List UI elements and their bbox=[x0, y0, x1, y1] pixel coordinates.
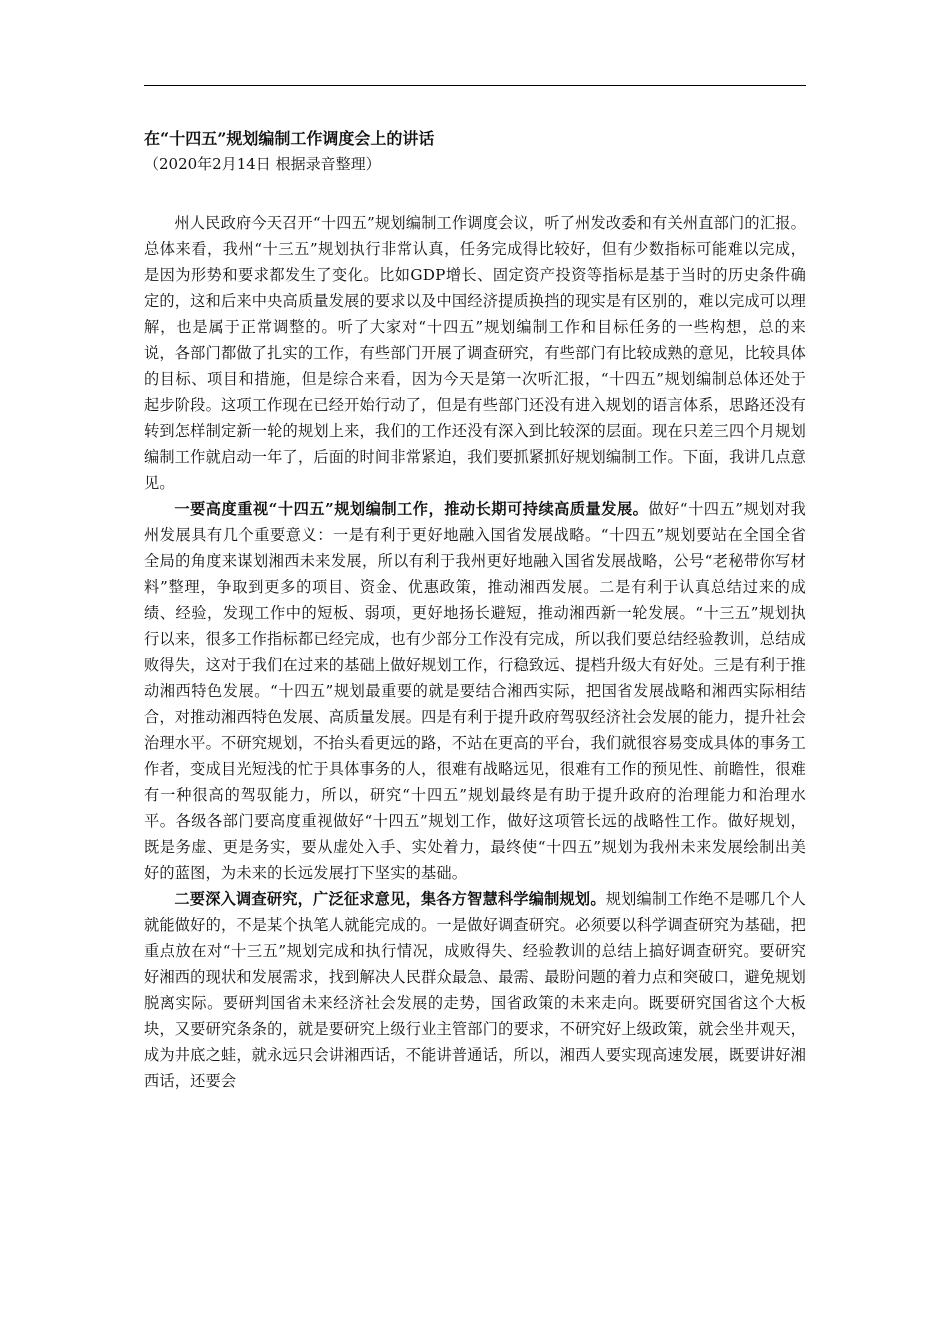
paragraph-section-1 bbox=[144, 496, 806, 886]
document-subtitle: （2020年2月14日 根据录音整理） bbox=[144, 155, 381, 173]
paragraph-intro-text: 州人民政府今天召开“十四五”规划编制工作调度会议，听了州发改委和有关州直部门的汇报。总体来看，我州“十三五”规划执行非常认真，任务完成得比较好，但有少数指标可能难以完成，是因为形势和要求都发生了变化。比如GDP增长、固定资产投资等指标是基于当时的历史条件确定的，这和后来中央高质量发展的要求以及中国经济提质换挡的现实是有区别的，难以完成可以理解，也是属于正常调整的。听了大家对“十四五”规划编制工作和目标任务的一些构想，总的来说，各部门都做了扎实的工作，有些部门开展了调查研究，有些部门有比较成熟的意见，比较具体的目标、项目和措施，但是综合来看，因为今天是第一次听汇报，“十四五”规划编制总体还处于起步阶段。这项工作现在已经开始行动了，但是有些部门还没有进入规划的语言体系，思路还没有转到怎样制定新一轮的规划上来，我们的工作还没有深入到比较深的层面。现在只差三四个月规划编制工作就启动一年了，后面的时间非常紧迫，我们要抓紧抓好规划编制工作。下面，我讲几点意见。 bbox=[144, 214, 806, 492]
document-body bbox=[144, 126, 806, 1094]
section-2-text: 规划编制工作绝不是哪几个人就能做好的，不是某个执笔人就能完成的。一是做好调查研究。必须要以科学调查研究为基础，把重点放在对“十三五”规划完成和执行情况，成败得失、经验教训的总结上搞好调查研究。要研究好湘西的现状和发展需求，找到解决人民群众最急、最需、最盼问题的着力点和突破口，避免规划脱离实际。要研判国省未来经济社会发展的走势，国省政策的未来走向。既要研究国省这个大板块，又要研究条条的，就是要研究上级行业主管部门的要求，不研究好上级政策，就会坐井观天，成为井底之蛙，就永远只会讲湘西话，不能讲普通话，所以，湘西人要实现高速发展，既要讲好湘西话，还要会 bbox=[144, 890, 806, 1090]
section-2-heading: 二要深入调查研究，广泛征求意见，集各方智慧科学编制规划。 bbox=[174, 890, 606, 908]
document-title: 在“十四五”规划编制工作调度会上的讲话 bbox=[144, 129, 435, 148]
section-1-text: 做好“十四五”规划对我州发展具有几个重要意义：一是有利于更好地融入国省发展战略。“十四五”规划要站在全国全省全局的角度来谋划湘西未来发展，所以有利于我州更好地融入国省发展战略，公号“老秘带你写材料”整理，争取到更多的项目、资金、优惠政策，推动湘西发展。二是有利于认真总结过来的成绩、经验，发现工作中的短板、弱项，更好地扬长避短，推动湘西新一轮发展。“十三五”规划执行以来，很多工作指标都已经完成，也有少部分工作没有完成，所以我们要总结经验教训，总结成败得失，这对于我们在过来的基础上做好规划工作，行稳致远、提档升级大有好处。三是有利于推动湘西特色发展。“十四五”规划最重要的就是要结合湘西实际，把国省发展战略和湘西实际相结合，对推动湘西特色发展、高质量发展。四是有利于提升政府驾驭经济社会发展的能力，提升社会治理水平。不研究规划，不抬头看更远的路，不站在更高的平台，我们就很容易变成具体的事务工作者，变成目光短浅的忙于具体事务的人，很难有战略远见，很难有工作的预见性、前瞻性，很难有一种很高的驾驭能力，所以，研究“十四五”规划最终是有助于提升政府的治理能力和治理水平。各级各部门要高度重视做好“十四五”规划工作，做好这项管长远的战略性工作。做好规划，既是务虚、更是务实，要从虚处入手、实处着力，最终使“十四五”规划为我州未来发展绘制出美好的蓝图，为未来的长远发展打下坚实的基础。 bbox=[144, 500, 806, 882]
paragraph-intro bbox=[144, 210, 806, 496]
paragraph-section-2 bbox=[144, 886, 806, 1094]
header-rule bbox=[144, 85, 806, 86]
section-1-heading: 一要高度重视“十四五”规划编制工作，推动长期可持续高质量发展。 bbox=[174, 500, 649, 518]
